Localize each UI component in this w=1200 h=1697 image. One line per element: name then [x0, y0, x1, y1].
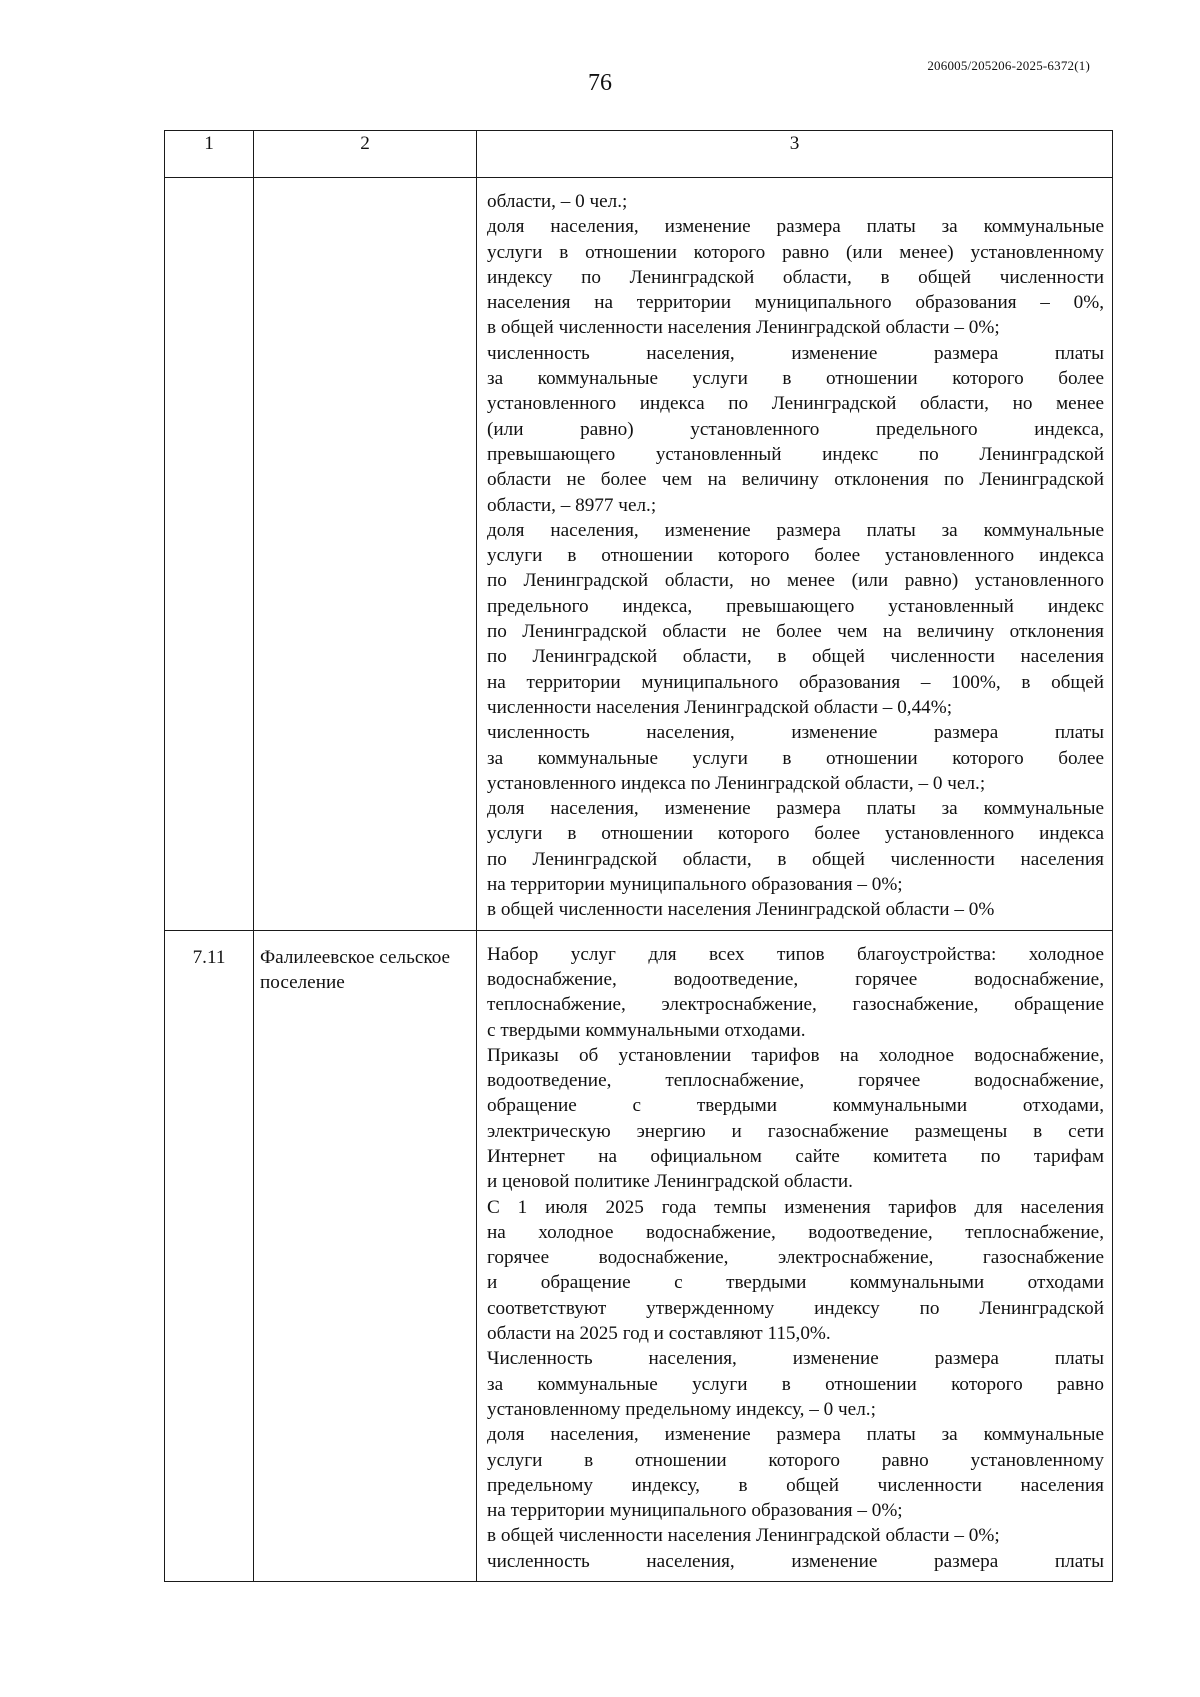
text-line: на территории муниципального образования – 0%; [487, 1500, 903, 1522]
text-line: по Ленинградской области не более чем на величину отклонения [487, 621, 1104, 643]
text-line: за коммунальные услуги в отношении которого более [487, 368, 1104, 390]
text-line: теплоснабжение, электроснабжение, газоснабжение, обращение [487, 994, 1104, 1016]
text-line: предельному индексу, в общей численности населения [487, 1474, 1104, 1496]
text-line: услуги в отношении которого более установленного индекса [487, 545, 1104, 567]
text-line: Численность населения, изменение размера платы [487, 1348, 1104, 1370]
text-line: в общей численности населения Ленинградской области – 0%; [487, 317, 1000, 339]
text-line: услуги в отношении которого равно (или менее) установленному [487, 241, 1104, 263]
text-line: в общей численности населения Ленинградской области – 0%; [487, 1525, 1000, 1547]
text-line: численность населения, изменение размера платы [487, 342, 1104, 364]
text-line: численность населения, изменение размера платы [487, 722, 1104, 744]
text-line: водоотведение, теплоснабжение, горячее водоснабжение, [487, 1070, 1104, 1092]
text-line: доля населения, изменение размера платы за коммунальные [487, 798, 1104, 820]
text-line: индексу по Ленинградской области, в общей численности [487, 266, 1104, 288]
text-line: по Ленинградской области, в общей численности населения [487, 646, 1104, 668]
text-line: услуги в отношении которого более установленного индекса [487, 823, 1104, 845]
text-line: С 1 июля 2025 года темпы изменения тарифов для населения [487, 1196, 1104, 1218]
text-line: соответствуют утвержденному индексу по Ленинградской [487, 1297, 1104, 1319]
column-header-2: 2 [254, 131, 477, 178]
table-header-row [165, 131, 1113, 178]
text-line: области, – 8977 чел.; [487, 494, 657, 516]
description-cell [477, 178, 1113, 931]
text-line: доля населения, изменение размера платы за коммунальные [487, 1424, 1104, 1446]
row-number-cell: 7.11 [165, 930, 254, 1581]
tariff-table [164, 130, 1113, 1582]
text-line: предельного индекса, превышающего установленный индекс [487, 595, 1104, 617]
text-line: за коммунальные услуги в отношении которого равно [487, 1373, 1104, 1395]
text-line: (или равно) установленного предельного индекса, [487, 418, 1104, 440]
table-row-continuation [165, 178, 1113, 931]
text-line: горячее водоснабжение, электроснабжение, газоснабжение [487, 1247, 1104, 1269]
text-line: водоснабжение, водоотведение, горячее водоснабжение, [487, 968, 1104, 990]
text-line: области не более чем на величину отклонения по Ленинградской [487, 469, 1104, 491]
text-line: на холодное водоснабжение, водоотведение, теплоснабжение, [487, 1221, 1104, 1243]
text-line: Набор услуг для всех типов благоустройства: холодное [487, 943, 1104, 965]
text-line: области на 2025 год и составляют 115,0%. [487, 1323, 831, 1345]
settlement-name-cell: Фалилеевское сельское поселение [254, 930, 477, 1581]
text-line: обращение с твердыми коммунальными отходами, [487, 1095, 1104, 1117]
text-line: Интернет на официальном сайте комитета по тарифам [487, 1145, 1104, 1167]
text-line: услуги в отношении которого равно установленному [487, 1449, 1104, 1471]
settlement-name-cell [254, 178, 477, 931]
page-number: 76 [588, 70, 612, 96]
text-line: по Ленинградской области, но менее (или равно) установленного [487, 570, 1104, 592]
table-row-7-11 [165, 930, 1113, 1581]
text-line: установленного индекса по Ленинградской области, – 0 чел.; [487, 772, 986, 794]
text-line: установленного индекса по Ленинградской области, но менее [487, 393, 1104, 415]
text-line: превышающего установленный индекс по Ленинградской [487, 443, 1104, 465]
text-line: установленному предельному индексу, – 0 чел.; [487, 1398, 876, 1420]
text-line: доля населения, изменение размера платы за коммунальные [487, 216, 1104, 238]
text-line: Приказы об установлении тарифов на холодное водоснабжение, [487, 1044, 1104, 1066]
text-line: области, – 0 чел.; [487, 191, 628, 212]
text-line: на территории муниципального образования – 100%, в общей [487, 671, 1104, 693]
text-line: численности населения Ленинградской области – 0,44%; [487, 696, 953, 718]
description-cell [477, 930, 1113, 1581]
document-registration-code: 206005/205206-2025-6372(1) [927, 58, 1090, 73]
text-line: доля населения, изменение размера платы за коммунальные [487, 519, 1104, 541]
text-line: электрическую энергию и газоснабжение размещены в сети [487, 1120, 1104, 1142]
text-line: численность населения, изменение размера платы [487, 1550, 1104, 1572]
text-line: по Ленинградской области, в общей численности населения [487, 848, 1104, 870]
text-line: населения на территории муниципального образования – 0%, [487, 292, 1104, 314]
column-header-3: 3 [477, 131, 1113, 178]
text-line: и обращение с твердыми коммунальными отходами [487, 1272, 1104, 1294]
text-line: за коммунальные услуги в отношении которого более [487, 747, 1104, 769]
text-line: с твердыми коммунальными отходами. [487, 1019, 806, 1041]
text-line: в общей численности населения Ленинградской области – 0% [487, 899, 995, 921]
text-line: на территории муниципального образования – 0%; [487, 874, 903, 896]
column-header-1: 1 [165, 131, 254, 178]
row-number-cell [165, 178, 254, 931]
text-line: и ценовой политике Ленинградской области. [487, 1171, 853, 1193]
